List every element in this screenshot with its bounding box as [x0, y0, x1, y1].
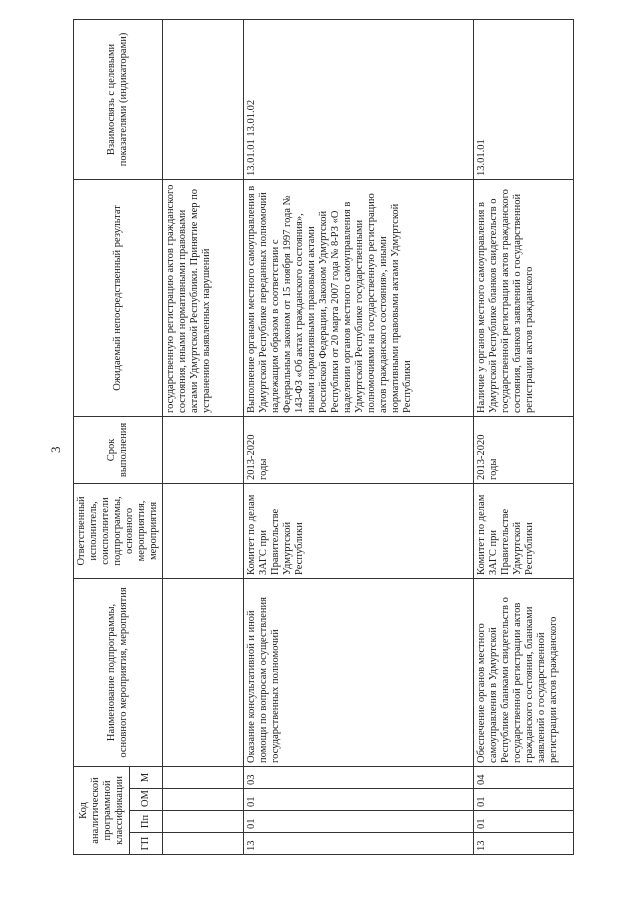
table-row [474, 19, 574, 854]
table-row [244, 19, 474, 854]
cell-om: 01 [474, 789, 574, 811]
header-m: М [130, 766, 163, 788]
cell-deadline: 2013-2020 годы [474, 416, 574, 483]
page-number-area [0, 0, 63, 905]
program-table [73, 19, 574, 855]
cell-om: 01 [244, 789, 474, 811]
cell-responsible: Комитет по делам ЗАГС при Правительстве Удмуртской Республики [244, 483, 474, 578]
cell-gp [163, 833, 244, 855]
cell-result: государственную регистрацию актов гражданского состояния, иными нормативными правовыми актами Удмуртской Республики. Принятие мер по устранению выявленных нарушений [163, 179, 244, 416]
header-responsible: Ответственный исполнитель, соисполнители подпрограммы, основного мероприятия, мероприятия [74, 483, 163, 578]
header-deadline: Срок выполнения [74, 416, 163, 483]
cell-pp: 01 [474, 811, 574, 833]
cell-result: Выполнение органами местного самоуправления в Удмуртской Республике переданных полномочий надлежащим образом в соответствии с Федеральным законом от 15 ноября 1997 года № 143-ФЗ «Об актах гражданского состояния», иными нормативными правовыми актами Российской Федерации, Законом Удмуртской Республики от 20 марта 2007 года № 8-РЗ «О наделении органов местного самоуправления в Удмуртской Республике государственными полномочиями на государственную регистрацию актов гражданского состояния», иными нормативными правовыми актами Удмуртской Республики [244, 179, 474, 416]
cell-responsible [163, 483, 244, 578]
cell-pp: 01 [244, 811, 474, 833]
cell-result: Наличие у органов местного самоуправления в Удмуртской Республике бланков свидетельств о государственной регистрации актов гражданского состояния, бланков заявлений о государственной регистрации актов гражданского [474, 179, 574, 416]
header-pp: Пп [130, 811, 163, 833]
table-header [74, 19, 163, 854]
cell-m: 04 [474, 766, 574, 788]
cell-gp: 13 [244, 833, 474, 855]
cell-pp [163, 811, 244, 833]
cell-gp: 13 [474, 833, 574, 855]
cell-name [163, 578, 244, 766]
header-name: Наименование подпрограммы, основного мероприятия, мероприятия [74, 578, 163, 766]
cell-m [163, 766, 244, 788]
header-code: Код аналитической программной классификации [74, 766, 130, 854]
cell-name: Оказание консультативной и иной помощи по вопросам осуществления государственных полномочий [244, 578, 474, 766]
table-row [163, 19, 244, 854]
cell-om [163, 789, 244, 811]
cell-link: 13.01.01 [474, 19, 574, 179]
header-om: ОМ [130, 789, 163, 811]
cell-responsible: Комитет по делам ЗАГС при Правительстве Удмуртской Республики [474, 483, 574, 578]
cell-link [163, 19, 244, 179]
cell-link: 13.01.01 13.01.02 [244, 19, 474, 179]
page-number: 3 [48, 446, 63, 453]
header-result: Ожидаемый непосредственный результат [74, 179, 163, 416]
header-link: Взаимосвязь с целевыми показателями (индикаторами) [74, 19, 163, 179]
cell-deadline: 2013-2020 годы [244, 416, 474, 483]
cell-deadline [163, 416, 244, 483]
cell-m: 03 [244, 766, 474, 788]
cell-name: Обеспечение органов местного самоуправления в Удмуртской Республике бланками свидетельств о государственной регистрации актов гражданского состояния, бланками заявлений о государственной регистрации актов гражданского [474, 578, 574, 766]
header-gp: ГП [130, 833, 163, 855]
